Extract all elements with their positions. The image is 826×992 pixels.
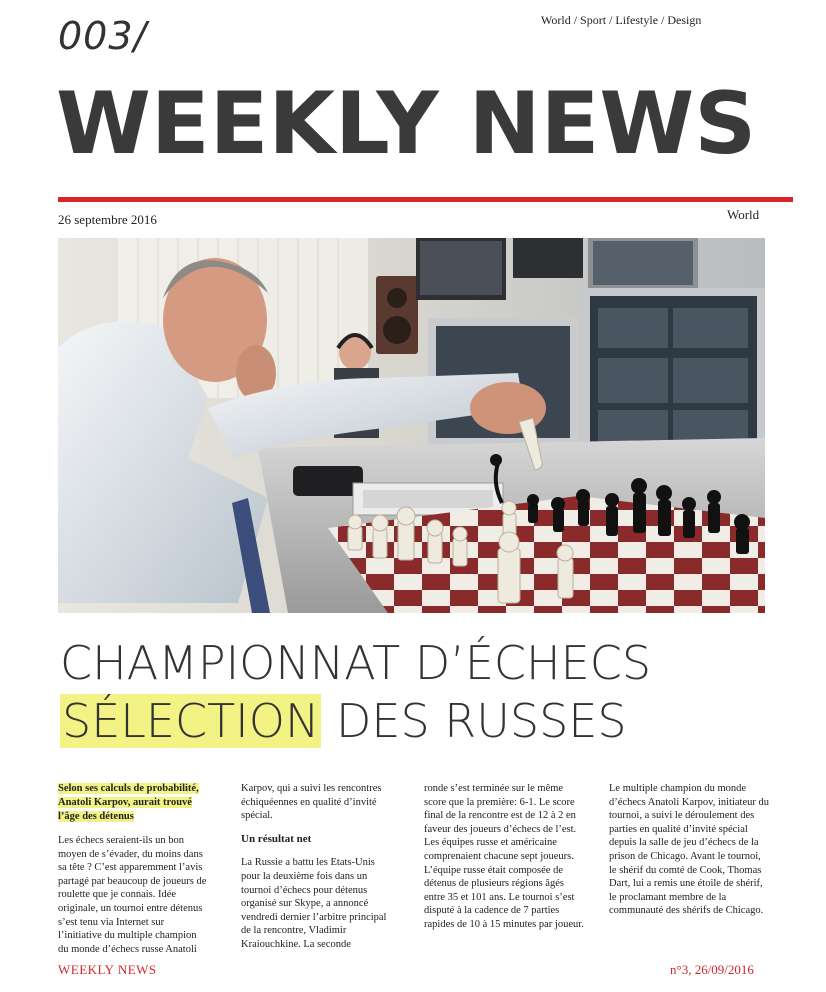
article-lead: Selon ses calculs de probabilité, Anatoli Karpov, aurait trouvé l’âge des détenus	[58, 783, 199, 822]
article-photo	[58, 238, 765, 613]
article-paragraph: Karpov, qui a suivi les rencontres échiquéennes en qualité d’invité spécial.	[241, 783, 382, 822]
article-headline	[60, 634, 651, 750]
masthead-title: WEEKLY NEWS	[56, 74, 757, 174]
article-paragraph: Les échecs seraient-ils un bon moyen de s’évader, du moins dans sa tête ? C’est apparemment l’avis partagé par beaucoup de joueurs de roulette que je connais. Idée originale, un tournoi entre détenus s’est tenu via Internet sur l’initiative du multiple champion du monde d’échecs russe Anatoli	[58, 835, 207, 955]
article-column-3	[424, 782, 584, 932]
article-column-2	[241, 782, 391, 962]
article-paragraph: Le multiple champion du monde d’échecs Anatoli Karpov, initiateur du tournoi, a suivi le déroulement des parties en qualité d’invité spécial depuis la salle de jeu d’échecs de la prison de Chicago. Avant le tournoi, le shérif du comté de Cook, Thomas Dart, lui a remis une étoile de shérif, le proclamant membre de la communauté des shérifs de Chicago.	[609, 783, 769, 917]
article-column-1	[58, 782, 208, 966]
sections-nav: World / Sport / Lifestyle / Design	[541, 13, 702, 27]
headline-line-1: CHAMPIONNAT D’ÉCHECS	[60, 636, 652, 690]
issue-date: 26 septembre 2016	[58, 212, 157, 227]
footer-publication-name: WEEKLY NEWS	[58, 962, 157, 977]
article-subhead: Un résultat net	[241, 832, 312, 845]
footer-issue-info: n°3, 26/09/2016	[670, 962, 754, 977]
section-tag: World	[727, 207, 760, 222]
headline-line-2-rest: DES RUSSES	[321, 694, 627, 748]
headline-highlight: SÉLECTION	[62, 694, 320, 748]
headline-line-2	[60, 692, 651, 750]
article-paragraph: ronde s’est terminée sur le même score que la première: 6-1. Le score final de la rencontre est de 12 à 2 en faveur des joueurs d’échecs de l’est. Les équipes russe et américaine comprenaient chacune sept joueurs. L’équipe russe était composée de détenus de plusieurs régions âgés entre 35 et 101 ans. Le tournoi s’est disputé à la cadence de 7 parties rapides de 10 à 15 minutes par joueur.	[424, 783, 584, 930]
article-paragraph: La Russie a battu les Etats-Unis pour la deuxième fois dans un tournoi d’échecs pour détenus organisé sur Skype, a annoncé vendredi dernier l’arbitre principal de la rencontre, Vladimir Kraiouchkine. La seconde	[241, 857, 387, 950]
masthead-divider	[58, 197, 793, 202]
issue-number: 003/	[58, 14, 148, 58]
article-column-4	[609, 782, 769, 918]
